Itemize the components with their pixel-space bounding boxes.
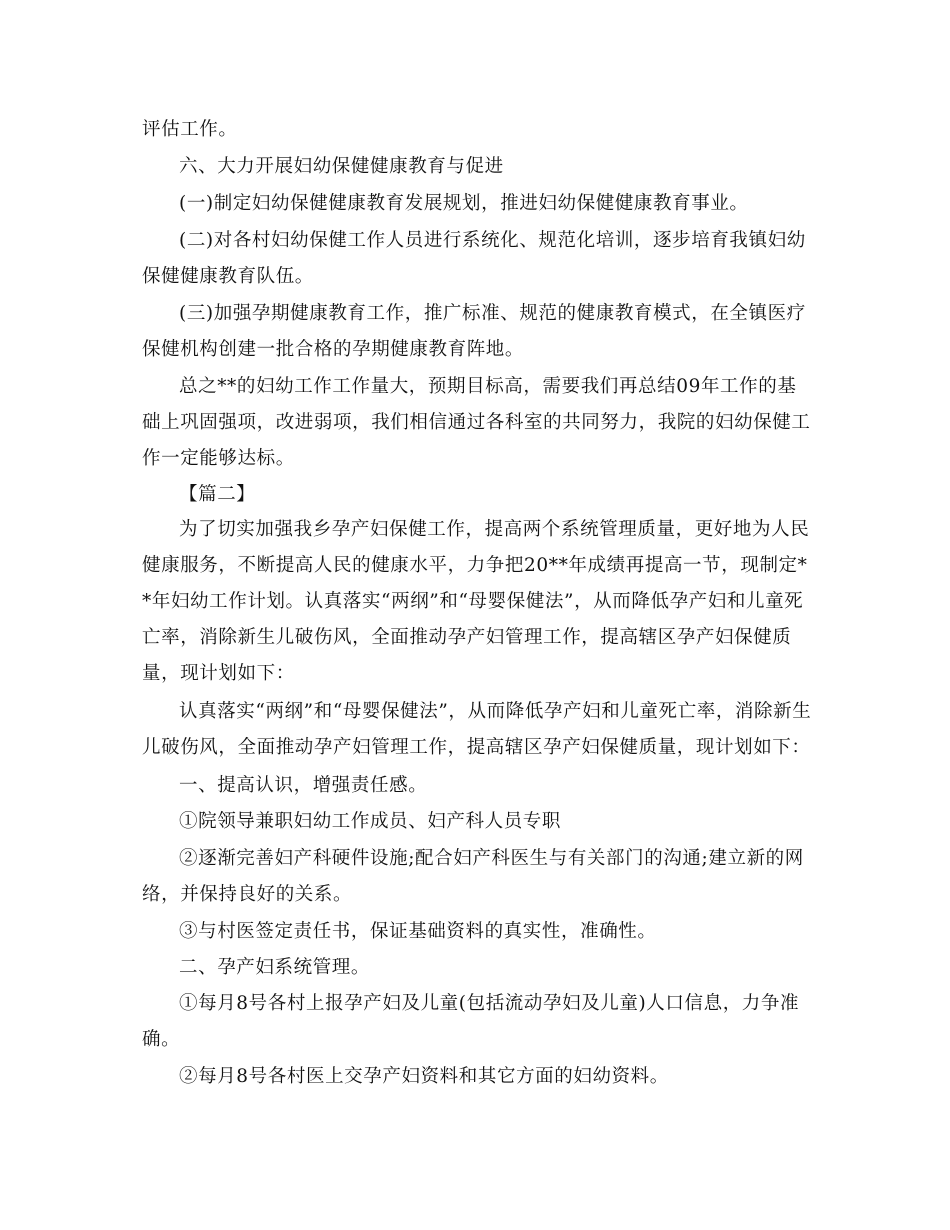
list-item-2: ②逐渐完善妇产科硬件设施;配合妇产科医生与有关部门的沟通;建立新的网络，并保持良好的关系。 xyxy=(142,848,804,905)
paragraph-item-2: (二)对各村妇幼保健工作人员进行系统化、规范化培训，逐步培育我镇妇幼保健健康教育队伍。 xyxy=(142,230,806,287)
paragraph-item-3: (三)加强孕期健康教育工作，推广标准、规范的健康教育模式，在全镇医疗保健机构创建一批合格的孕期健康教育阵地。 xyxy=(142,303,806,360)
list-item-3: ③与村医签定责任书，保证基础资料的真实性，准确性。 xyxy=(179,921,657,942)
section-heading-six: 六、大力开展妇幼保健健康教育与促进 xyxy=(179,156,504,177)
paragraph-continuation: 评估工作。 xyxy=(142,119,238,140)
list-item-1: ①院领导兼职妇幼工作成员、妇产科人员专职 xyxy=(179,811,562,832)
list-item-4: ①每月8号各村上报孕产妇及儿童(包括流动孕妇及儿童)人口信息，力争准确。 xyxy=(142,993,800,1050)
paragraph-item-1: (一)制定妇幼保健健康教育发展规划，推进妇幼保健健康教育事业。 xyxy=(179,193,749,214)
section-heading-two: 二、孕产妇系统管理。 xyxy=(179,957,371,978)
section-title-part-two: 【篇二】 xyxy=(179,484,256,505)
list-item-5: ②每月8号各村医上交孕产妇资料和其它方面的妇幼资料。 xyxy=(179,1066,669,1087)
paragraph-intro: 为了切实加强我乡孕产妇保健工作，提高两个系统管理质量，更好地为人民健康服务，不断提高人民的健康水平，力争把20**年成绩再提高一节，现制定**年妇幼工作计划。认真落实“两纲”和“母婴保健法”，从而降低孕产妇和儿童死亡率，消除新生儿破伤风，全面推动孕产妇管理工作，提高辖区孕产妇保健质量，现计划如下： xyxy=(142,519,810,684)
paragraph-summary: 总之**的妇幼工作工作量大，预期目标高，需要我们再总结09年工作的基础上巩固强项，改进弱项，我们相信通过各科室的共同努力，我院的妇幼保健工作一定能够达标。 xyxy=(142,376,811,469)
section-heading-one: 一、提高认识，增强责任感。 xyxy=(179,775,428,796)
paragraph-plan: 认真落实“两纲”和“母婴保健法”，从而降低孕产妇和儿童死亡率，消除新生儿破伤风，全面推动孕产妇管理工作，提高辖区孕产妇保健质量，现计划如下： xyxy=(142,701,812,758)
